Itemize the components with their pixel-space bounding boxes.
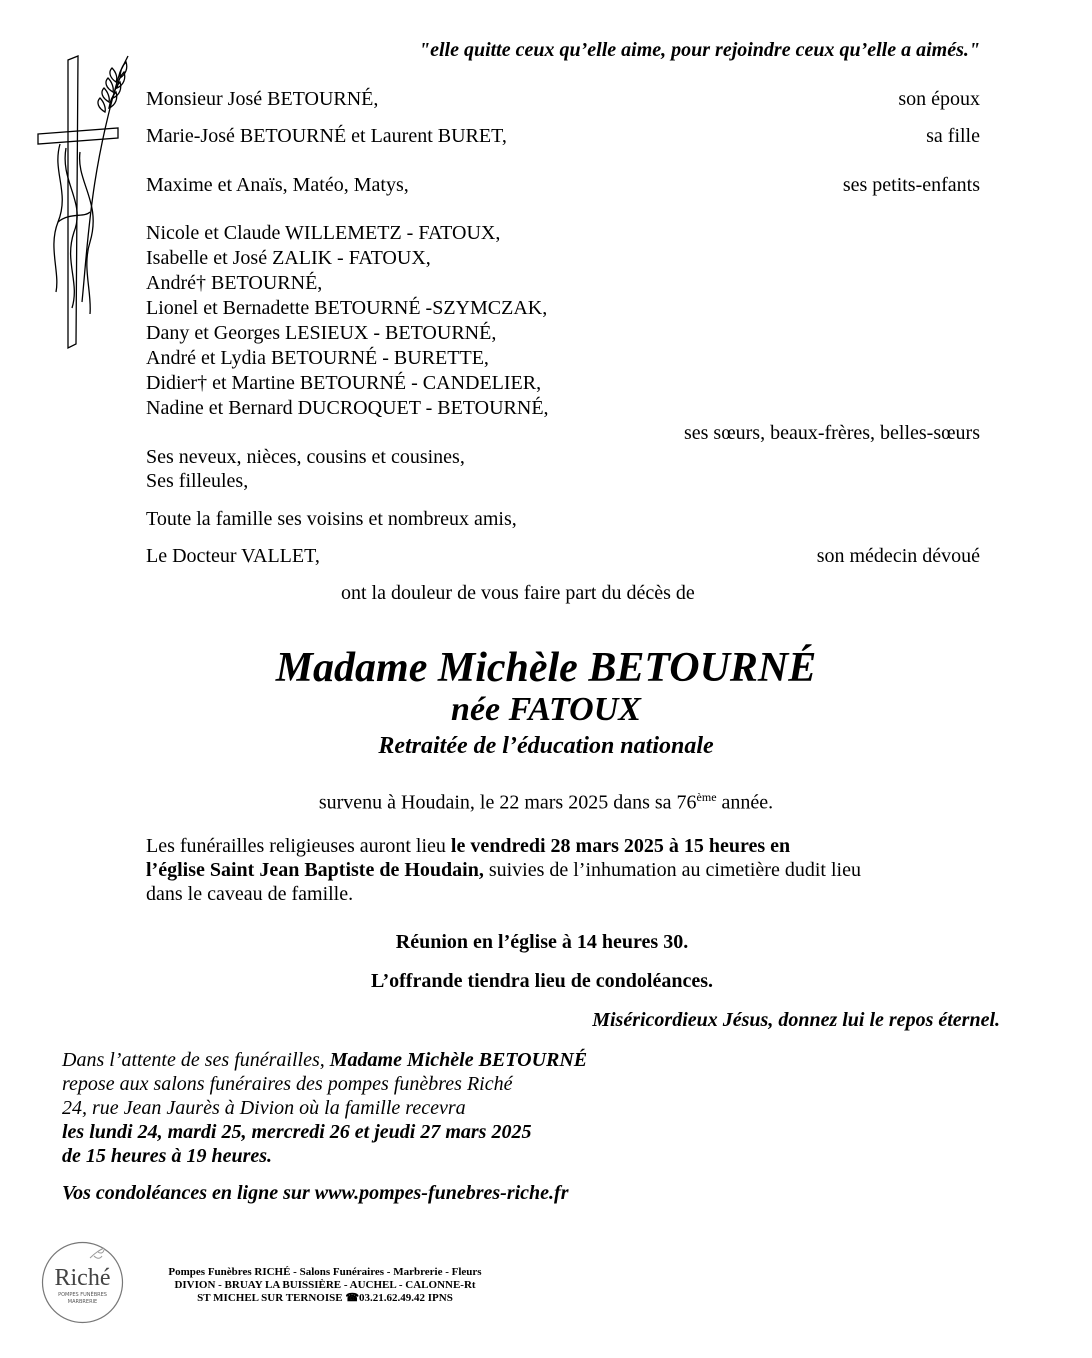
deceased-occupation: Retraitée de l’éducation nationale — [378, 733, 714, 759]
online-condolences: Vos condoléances en ligne sur www.pompes-funebres-riche.fr — [62, 1182, 569, 1204]
offering-line: L’offrande tiendra lieu de condoléances. — [370, 970, 714, 992]
logo-sub-1: POMPES FUNÈBRES — [58, 1292, 107, 1298]
funeral-line-1 — [146, 834, 790, 859]
sibling-line: Isabelle et José ZALIK - FATOUX, — [146, 247, 431, 269]
quote: "elle quitte ceux qu’elle aime, pour rejoindre ceux qu’elle a aimés." — [418, 39, 980, 61]
doctor-relation: son médecin dévoué — [816, 545, 980, 567]
cross-wheat-icon — [30, 52, 135, 352]
sibling-line: Dany et Georges LESIEUX - BETOURNÉ, — [146, 322, 497, 344]
footer-address: ST MICHEL SUR TERNOISE — [197, 1292, 346, 1304]
footer-line-3 — [140, 1292, 510, 1305]
announce-line: ont la douleur de vous faire part du décès de — [341, 582, 695, 604]
deceased-name: Madame Michèle BETOURNÉ — [275, 645, 817, 691]
repose-line-1 — [62, 1048, 587, 1073]
footer-line-1: Pompes Funèbres RICHÉ - Salons Funéraires - Marbrerie - Fleurs — [168, 1266, 482, 1278]
family-relation-husband: son époux — [898, 88, 980, 110]
death-ordinal-suffix: ème — [696, 790, 717, 804]
sibling-line: Nadine et Bernard DUCROQUET - BETOURNÉ, — [146, 397, 549, 419]
repose-line-2: repose aux salons funéraires des pompes funèbres Riché — [62, 1073, 513, 1095]
funeral-intro: Les funérailles religieuses auront lieu — [146, 835, 451, 857]
friends-line: Toute la famille ses voisins et nombreux amis, — [146, 508, 517, 530]
funeral-burial: suivies de l’inhumation au cimetière dudit lieu — [483, 859, 861, 881]
deceased-maiden-name: née FATOUX — [451, 691, 641, 728]
sibling-line: Didier† et Martine BETOURNÉ - CANDELIER, — [146, 372, 542, 394]
nephews-line: Ses neveux, nièces, cousins et cousines, — [146, 446, 465, 468]
family-relation-grandchildren: ses petits-enfants — [842, 174, 980, 196]
repose-line-4: les lundi 24, mardi 25, mercredi 26 et jeudi 27 mars 2025 — [62, 1121, 532, 1143]
prayer-line: Miséricordieux Jésus, donnez lui le repos éternel. — [592, 1009, 1000, 1031]
repose-intro: Dans l’attente de ses funérailles, — [62, 1049, 330, 1071]
repose-line-5: de 15 heures à 19 heures. — [62, 1145, 273, 1167]
repose-line-3: 24, rue Jean Jaurès à Divion où la famille recevra — [62, 1097, 466, 1119]
death-text: survenu à Houdain, le 22 mars 2025 dans sa 76 — [318, 791, 697, 814]
family-name-husband: Monsieur José BETOURNÉ, — [146, 88, 379, 110]
phone-icon: ☎ — [345, 1292, 360, 1304]
family-name-grandchildren: Maxime et Anaïs, Matéo, Matys, — [146, 174, 409, 196]
footer-line-2: DIVION - BRUAY LA BUISSIÈRE - AUCHEL - CALONNE-Rt — [174, 1279, 476, 1291]
doctor-name: Le Docteur VALLET, — [146, 545, 320, 567]
sibling-line: Nicole et Claude WILLEMETZ - FATOUX, — [146, 222, 501, 244]
logo-name: Riché — [54, 1265, 111, 1291]
logo-sub-2: MARBRERIE — [67, 1299, 98, 1305]
funeral-date: le vendredi 28 mars 2025 à 15 heures en — [450, 835, 791, 857]
death-line — [0, 785, 1092, 816]
family-relation-daughter: sa fille — [926, 125, 980, 147]
funeral-church: l’église Saint Jean Baptiste de Houdain, — [146, 859, 484, 881]
godchildren-line: Ses filleules, — [146, 470, 249, 492]
siblings-relation: ses sœurs, beaux-frères, belles-sœurs — [683, 422, 980, 444]
sibling-line: Lionel et Bernadette BETOURNÉ -SZYMCZAK, — [146, 297, 548, 319]
footer-phone: 03.21.62.49.42 IPNS — [359, 1292, 453, 1304]
sibling-line: André et Lydia BETOURNÉ - BURETTE, — [146, 347, 489, 369]
sibling-line: André† BETOURNÉ, — [146, 272, 323, 294]
funeral-line-2 — [146, 858, 861, 883]
repose-name: Madame Michèle BETOURNÉ — [329, 1049, 588, 1071]
death-text-end: année. — [716, 791, 774, 814]
funeral-line-3: dans le caveau de famille. — [146, 883, 354, 905]
family-name-daughter: Marie-José BETOURNÉ et Laurent BURET, — [146, 125, 507, 147]
reunion-line: Réunion en l’église à 14 heures 30. — [395, 931, 689, 953]
riche-logo — [40, 1240, 125, 1325]
